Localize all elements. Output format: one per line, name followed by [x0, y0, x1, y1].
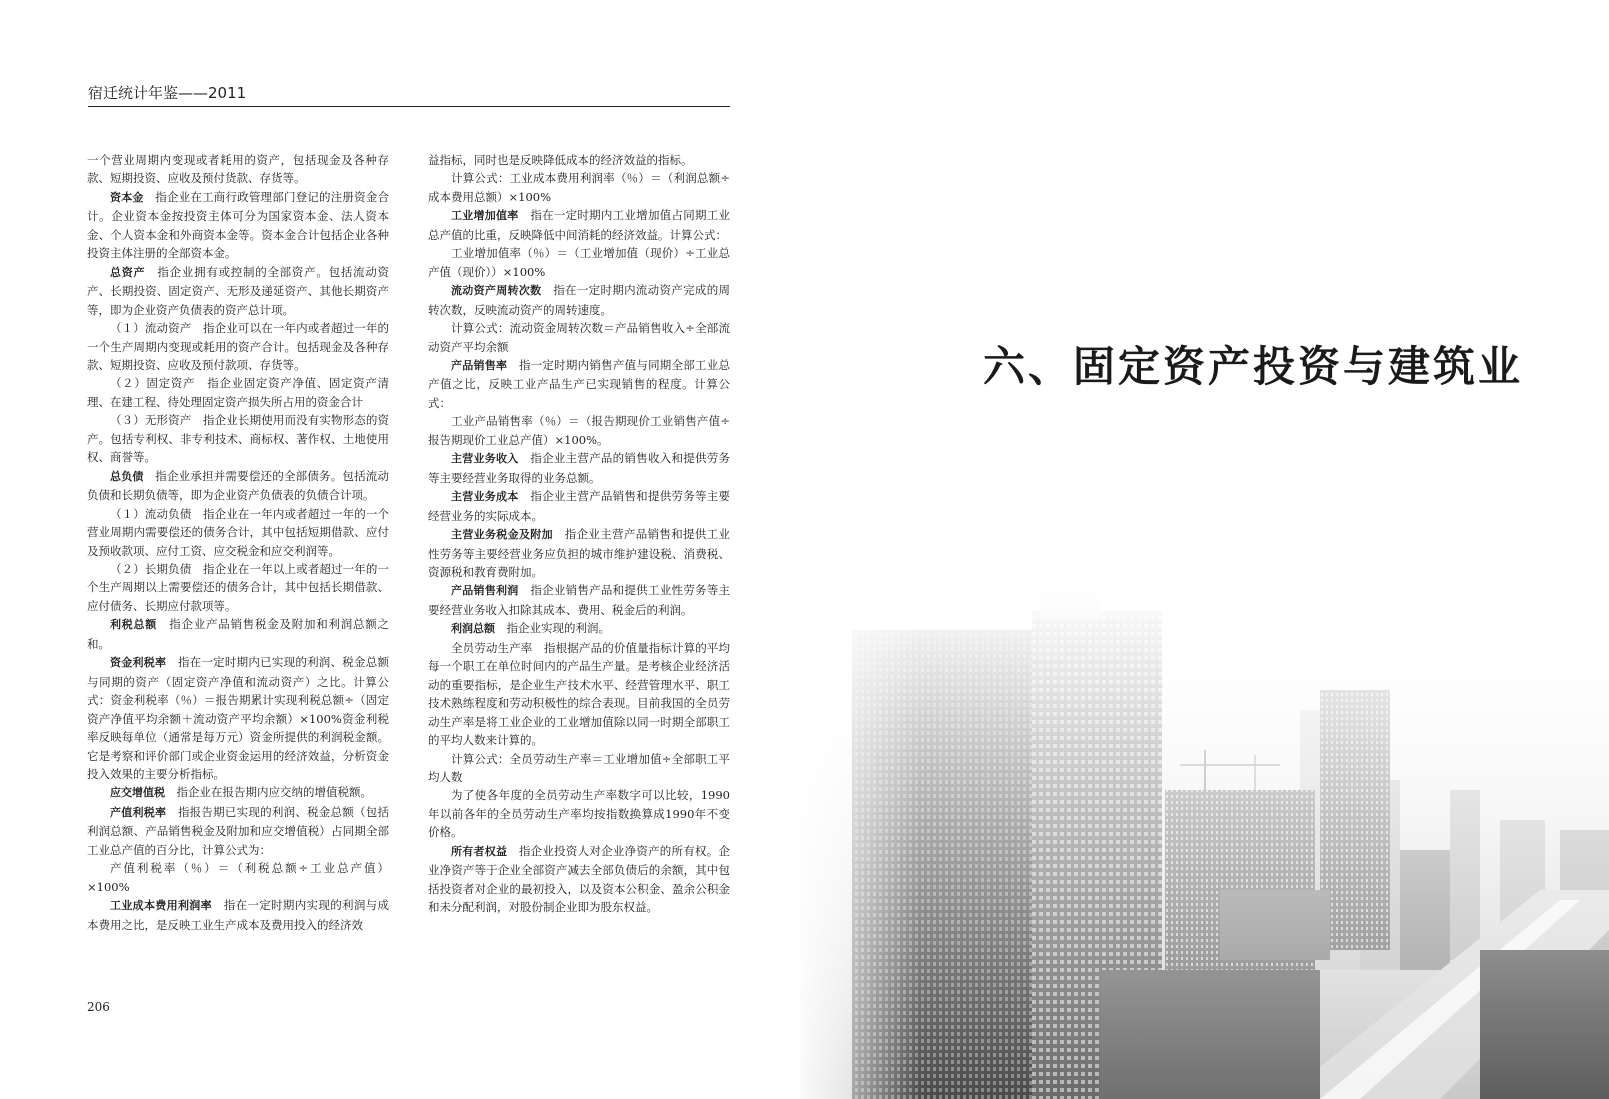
paragraph-text: 益指标，同时也是反映降低成本的经济效益的指标。 [428, 153, 693, 167]
term-label: 工业增加值率 [451, 209, 519, 223]
paragraph-text: 计算公式：工业成本费用利润率（％）＝（利润总额÷成本费用总额）×100% [428, 171, 730, 204]
paragraph-text: 指企业产品销售税金及附加和利润总额之和。 [87, 617, 389, 651]
paragraph-text: 指在一定时期内实现的利润与成本费用之比，是反映工业生产成本及费用投入的经济效 [87, 898, 390, 932]
paragraph-text: （３）无形资产 指企业长期使用而没有实物形态的资产。包括专利权、非专利技术、商标权、著作权、土地使用权、商誉等。 [87, 413, 389, 465]
term-label: 资金利税率 [110, 656, 167, 670]
paragraph [87, 188, 389, 263]
paragraph [87, 151, 389, 188]
paragraph [428, 281, 730, 319]
paragraph-text: 全员劳动生产率 指根据产品的价值量指标计算的平均每一个职工在单位时间内的产品生产量。是考核企业经济活动的重要指标，是企业生产技术水平、经营管理水平、职工技术熟练程度和劳动积极性的综合表现。目前我国的全员劳动生产率是将工业企业的工业增加值除以同一时期全部职工的平均人数来计算的。 [428, 640, 730, 748]
term-label: 产品销售利润 [451, 584, 519, 598]
paragraph-text: 为了使各年度的全员劳动生产率数字可以比较，1990年以前各年的全员劳动生产率均按指数换算成1990年不变价格。 [428, 788, 730, 840]
paragraph [428, 169, 730, 206]
paragraph [87, 319, 389, 374]
header-title: 宿迁统计年鉴——2011 [88, 84, 247, 102]
paragraph-text: 一个营业周期内变现或者耗用的资产，包括现金及各种存款、短期投资、应收及预付货款、存货等。 [87, 153, 389, 186]
term-label: 主营业务税金及附加 [451, 528, 553, 542]
paragraph [428, 786, 730, 841]
right-page [800, 0, 1609, 1099]
paragraph [87, 653, 389, 783]
paragraph [428, 639, 730, 750]
paragraph-text: 指企业在报告期内应交纳的增值税额。 [165, 785, 372, 800]
term-label: 流动资产周转次数 [451, 284, 542, 298]
paragraph-text: 指在一定时期内流动资产完成的周转次数，反映流动资产的周转速度。 [428, 283, 731, 317]
paragraph-text: 指企业销售产品和提供工业性劳务等主要经营业务收入扣除其成本、费用、税金后的利润。 [428, 583, 731, 617]
text-column-left [87, 151, 389, 934]
paragraph-text: 指一定时期内销售产值与同期全部工业总产值之比，反映工业产品生产已实现销售的程度。计算公式： [428, 357, 731, 410]
paragraph [87, 374, 389, 411]
paragraph-text: 指企业承担并需要偿还的全部债务。包括流动负债和长期负债等，即为企业资产负债表的负债合计项。 [87, 468, 390, 503]
paragraph [428, 619, 730, 638]
paragraph-text: 计算公式：流动资金周转次数＝产品销售收入÷全部流动资产平均余额 [428, 321, 730, 354]
term-label: 工业成本费用利润率 [110, 899, 212, 913]
paragraph-text: 指报告期已实现的利润、税金总额（包括利润总额、产品销售税金及附加和应交增值税）占同期全部工业总产值的百分比，计算公式为： [87, 804, 390, 857]
paragraph-text: 工业产品销售率（％）＝（报告期现价工业销售产值÷报告期现价工业总产值）×100%。 [428, 414, 730, 447]
paragraph-text: （２）固定资产 指企业固定资产净值、固定资产清理、在建工程、待处理固定资产损失所占用的资金合计 [87, 376, 389, 409]
paragraph-text: 指企业实现的利润。 [495, 621, 610, 636]
paragraph-text: 指企业投资人对企业净资产的所有权。企业净资产等于企业全部资产减去全部负债后的余额，其中包括投资者对企业的最初投入，以及资本公积金、盈余公积金和未分配利润，对股份制企业即为股东权益。 [428, 843, 731, 915]
paragraph [87, 859, 389, 896]
paragraph-text: 指在一定时期内工业增加值占同期工业总产值的比重，反映降低中间消耗的经济效益。计算公式： [428, 208, 731, 242]
paragraph [87, 560, 389, 615]
paragraph [87, 615, 389, 653]
running-header [88, 84, 730, 107]
paragraph [428, 525, 730, 581]
term-label: 产值利税率 [110, 805, 167, 819]
paragraph-text: 指企业拥有或控制的全部资产。包括流动资产、长期投资、固定资产、无形及递延资产、其他长期资产等，即为企业资产负债表的资产总计项。 [87, 264, 390, 317]
paragraph [87, 263, 389, 319]
paragraph-text: 工业增加值率（％）＝（工业增加值（现价）÷工业总产值（现价））×100% [428, 246, 730, 279]
paragraph [428, 581, 730, 619]
paragraph-text: 指企业主营产品销售和提供劳务等主要经营业务的实际成本。 [428, 489, 731, 523]
term-label: 总资产 [110, 265, 146, 279]
paragraph [428, 319, 730, 356]
paragraph [428, 151, 730, 169]
paragraph-text: 计算公式：全员劳动生产率＝工业增加值÷全部职工平均人数 [428, 751, 730, 784]
paragraph-text: 产值利税率（％）＝（利税总额÷工业总产值）×100% [87, 861, 389, 894]
paragraph [428, 449, 730, 487]
term-label: 总负债 [110, 469, 144, 483]
city-skyline-photo [800, 590, 1609, 1099]
term-label: 产品销售率 [451, 358, 508, 372]
left-page [0, 0, 800, 1099]
paragraph-text: （１）流动负债 指企业在一年内或者超过一年的一个营业周期内需要偿还的债务合计，其中包括短期借款、应付及预收款项、应付工资、应交税金和应交利润等。 [87, 506, 389, 558]
paragraph [428, 412, 730, 449]
paragraph [87, 896, 389, 934]
paragraph [87, 505, 389, 560]
paragraph-text: 指企业主营产品销售和提供工业性劳务等主要经营业务应负担的城市维护建设税、消费税、资源税和教育费附加。 [428, 527, 731, 579]
term-label: 利润总额 [451, 622, 495, 636]
paragraph [428, 750, 730, 787]
paragraph [428, 842, 730, 917]
term-label: 利税总额 [110, 618, 157, 632]
paragraph-text: （２）长期负债 指企业在一年以上或者超过一年的一个生产周期以上需要偿还的债务合计，其中包括长期借款、应付债务、长期应付款项等。 [87, 561, 389, 613]
chapter-title: 六、固定资产投资与建筑业 [982, 342, 1523, 391]
paragraph [428, 356, 730, 412]
page-number: 206 [87, 1000, 110, 1014]
paragraph-text: 指企业在工商行政管理部门登记的注册资金合计。企业资本金按投资主体可分为国家资本金、法人资本金、个人资本金和外商资本金等。资本金合计包括企业各种投资主体注册的全部资本金。 [87, 189, 390, 261]
text-column-right [428, 151, 730, 917]
paragraph [87, 803, 389, 859]
paragraph [87, 467, 389, 505]
term-label: 应交增值税 [110, 786, 165, 800]
paragraph [87, 783, 389, 802]
paragraph [428, 487, 730, 525]
paragraph-text: 指在一定时期内已实现的利润、税金总额与同期的资产（固定资产净值和流动资产）之比。计算公式：资金利税率（％）＝报告期累计实现利税总额÷（固定资产净值平均余额＋流动资产平均余额）×100%资金利税率反映每单位（通常是每万元）资金所提供的利润税金额。它是考察和评价部门或企业资金运用的经济效益，分析资金投入效果的主要分析指标。 [87, 655, 390, 781]
paragraph-text: 指企业主营产品的销售收入和提供劳务等主要经营业务取得的业务总额。 [428, 451, 731, 485]
paragraph [428, 244, 730, 281]
term-label: 主营业务收入 [451, 452, 519, 466]
paragraph-text: （１）流动资产 指企业可以在一年内或者超过一年的一个生产周期内变现或耗用的资产合计。包括现金及各种存款、短期投资、应收及预付款项、存货等。 [87, 321, 389, 372]
term-label: 资本金 [110, 190, 144, 204]
term-label: 主营业务成本 [451, 490, 519, 504]
term-label: 所有者权益 [451, 844, 508, 858]
paragraph [87, 411, 389, 466]
paragraph [428, 206, 730, 244]
